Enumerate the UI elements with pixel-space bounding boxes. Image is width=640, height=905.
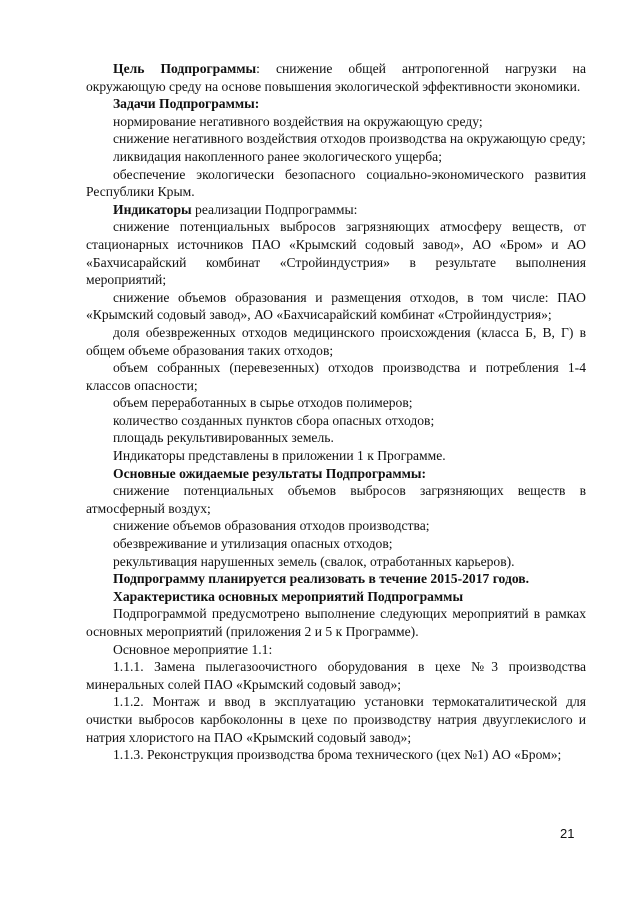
results-heading: Основные ожидаемые результаты Подпрограммы: bbox=[113, 465, 427, 481]
measure-item: 1.1.1. Замена пылегазоочистного оборудования в цехе №3 производства минеральных солей ПАО «Крымский содовый завод»; bbox=[86, 659, 586, 692]
measure-item: 1.1.2. Монтаж и ввод в эксплуатацию установки термокаталитической для очистки выбросов карбоколонны в цехе по производству натрия двууглекислого и натрия хлористого на ПАО «Крымский содовый завод»; bbox=[86, 694, 586, 745]
indicators-heading bbox=[86, 201, 586, 219]
indicators-heading-bold: Индикаторы bbox=[113, 201, 192, 217]
task-item: нормирование негативного воздействия на окружающую среду; bbox=[113, 113, 483, 129]
indicator-item: количество созданных пунктов сбора опасных отходов; bbox=[113, 412, 435, 428]
result-item: обезвреживание и утилизация опасных отходов; bbox=[113, 536, 393, 552]
task-item: ликвидация накопленного ранее экологического ущерба; bbox=[113, 148, 442, 164]
measures-intro: Подпрограммой предусмотрено выполнение следующих мероприятий в рамках основных мероприятий (приложения 2 и 5 к Программе). bbox=[86, 606, 586, 639]
main-measure-title: Основное мероприятие 1.1: bbox=[113, 641, 273, 657]
indicator-item: объем переработанных в сырье отходов полимеров; bbox=[113, 395, 413, 411]
indicator-item: снижение потенциальных выбросов загрязняющих атмосферу веществ, от стационарных источников ПАО «Крымский содовый завод», АО «Бром» и АО «Бахчисарайский комбинат «Стройиндустрия» в результате выполнения мероприятий; bbox=[86, 219, 586, 288]
goal-text: : снижение общей антропогенной нагрузки на окружающую среду на основе повышения экологической эффективности экономики. bbox=[86, 61, 586, 94]
goal-paragraph bbox=[86, 60, 586, 95]
indicator-item: площадь рекультивированных земель. bbox=[113, 430, 334, 446]
measure-item: 1.1.3. Реконструкция производства брома технического (цех №1) АО «Бром»; bbox=[113, 747, 562, 763]
task-item: снижение негативного воздействия отходов производства на окружающую среду; bbox=[113, 131, 586, 147]
indicator-item: объем собранных (перевезенных) отходов производства и потребления 1-4 классов опасности; bbox=[86, 360, 586, 393]
tasks-heading: Задачи Подпрограммы: bbox=[113, 96, 260, 112]
document-body bbox=[86, 60, 586, 764]
indicator-item: снижение объемов образования и размещения отходов, в том числе: ПАО «Крымский содовый завод», АО «Бахчисарайский комбинат «Стройиндустрия»; bbox=[86, 289, 586, 323]
period-statement: Подпрограмму планируется реализовать в течение 2015-2017 годов. bbox=[113, 571, 530, 587]
task-item: обеспечение экологически безопасного социально-экономического развития Республики Крым. bbox=[86, 166, 586, 200]
indicators-heading-rest: реализации Подпрограммы: bbox=[191, 201, 358, 217]
indicator-item: доля обезвреженных отходов медицинского происхождения (класса Б, В, Г) в общем объеме образования таких отходов; bbox=[86, 324, 586, 358]
indicators-note: Индикаторы представлены в приложении 1 к Программе. bbox=[113, 448, 446, 464]
goal-label: Цель Подпрограммы bbox=[113, 61, 257, 76]
result-item: рекультивация нарушенных земель (свалок, отработанных карьеров). bbox=[113, 553, 515, 569]
page-number: 21 bbox=[560, 826, 575, 841]
result-item: снижение потенциальных объемов выбросов загрязняющих веществ в атмосферный воздух; bbox=[86, 483, 586, 516]
measures-heading: Характеристика основных мероприятий Подпрограммы bbox=[113, 588, 464, 604]
result-item: снижение объемов образования отходов производства; bbox=[113, 518, 430, 534]
